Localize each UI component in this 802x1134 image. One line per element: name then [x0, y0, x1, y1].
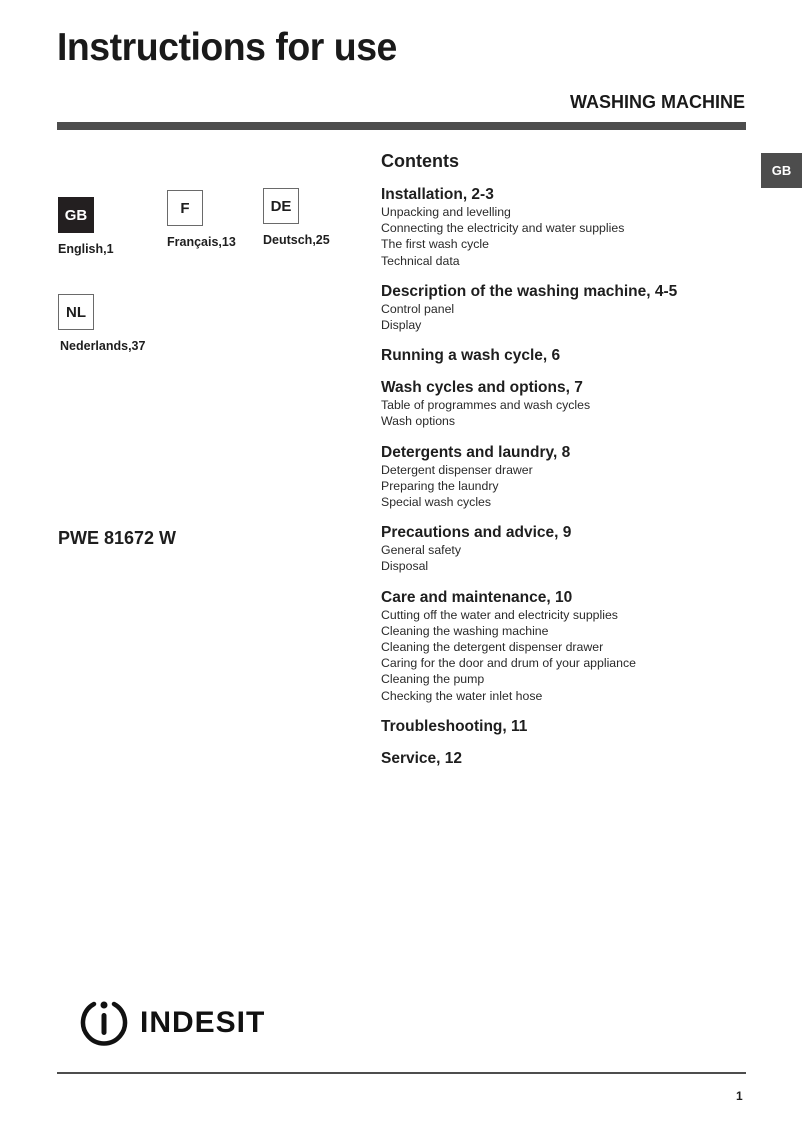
language-dutch[interactable]	[58, 294, 145, 353]
toc-section	[381, 524, 741, 574]
toc-subitem[interactable]: General safety	[381, 543, 461, 558]
toc-subitem[interactable]: Control panel	[381, 301, 455, 316]
language-code-badge: GB	[58, 197, 94, 233]
table-of-contents	[381, 151, 741, 782]
toc-section-heading[interactable]: Installation, 2-3	[381, 186, 494, 203]
language-code-badge: NL	[58, 294, 94, 330]
toc-subitem[interactable]: Unpacking and levelling	[381, 205, 511, 219]
toc-subitem[interactable]: Cleaning the pump	[381, 672, 485, 687]
toc-section-heading[interactable]: Wash cycles and options, 7	[381, 379, 583, 397]
language-label: English,1	[58, 242, 114, 256]
toc-subitem[interactable]: Connecting the electricity and water supplies	[381, 221, 625, 236]
language-french[interactable]	[167, 190, 236, 249]
toc-subitem[interactable]: Wash options	[381, 414, 456, 429]
product-type: WASHING MACHINE	[570, 92, 745, 112]
toc-subitem[interactable]: Cleaning the detergent dispenser drawer	[381, 640, 604, 655]
language-english[interactable]	[58, 197, 114, 256]
toc-subitem[interactable]: Caring for the door and drum of your appliance	[381, 656, 636, 671]
toc-subitem[interactable]: Preparing the laundry	[381, 478, 499, 493]
toc-subitem[interactable]: Display	[381, 318, 422, 333]
toc-section-heading[interactable]: Service, 12	[381, 749, 463, 767]
header-divider	[57, 122, 746, 130]
toc-section-heading[interactable]: Description of the washing machine, 4-5	[381, 282, 678, 300]
toc-subitem[interactable]: Cutting off the water and electricity supplies	[381, 607, 618, 622]
toc-section-heading[interactable]: Running a wash cycle, 6	[381, 347, 561, 365]
language-side-tab: GB	[761, 153, 802, 188]
model-number: PWE 81672 W	[58, 528, 177, 548]
brand-name: INDESIT	[140, 1006, 266, 1039]
toc-subitem[interactable]: Technical data	[381, 253, 460, 268]
page-number: 1	[736, 1089, 743, 1103]
contents-title: Contents	[381, 151, 459, 171]
toc-section	[381, 283, 741, 333]
toc-section	[381, 186, 741, 269]
language-label: Deutsch,25	[263, 233, 330, 247]
toc-section	[381, 347, 741, 365]
toc-subitem[interactable]: Cleaning the washing machine	[381, 623, 549, 638]
language-label: Nederlands,37	[60, 339, 146, 353]
footer-divider	[57, 1072, 746, 1074]
language-code-badge: F	[167, 190, 203, 226]
toc-subitem[interactable]: Checking the water inlet hose	[381, 688, 543, 703]
toc-section-heading[interactable]: Troubleshooting, 11	[381, 717, 528, 735]
toc-section-heading[interactable]: Care and maintenance, 10	[381, 588, 573, 606]
toc-section	[381, 750, 741, 768]
language-german[interactable]	[263, 188, 330, 247]
language-label: Français,13	[167, 235, 236, 249]
toc-subitem[interactable]: The first wash cycle	[381, 237, 489, 252]
toc-subitem[interactable]: Table of programmes and wash cycles	[381, 398, 591, 413]
toc-section	[381, 379, 741, 429]
document-title: Instructions for use	[57, 26, 397, 69]
toc-section	[381, 589, 741, 704]
toc-subitem[interactable]: Detergent dispenser drawer	[381, 462, 533, 477]
toc-section	[381, 444, 741, 511]
language-code-badge: DE	[263, 188, 299, 224]
toc-section	[381, 718, 741, 736]
toc-subitem[interactable]: Disposal	[381, 559, 429, 574]
toc-section-heading[interactable]: Detergents and laundry, 8	[381, 443, 571, 461]
brand-logo	[78, 998, 265, 1048]
toc-section-heading[interactable]: Precautions and advice, 9	[381, 524, 572, 542]
toc-subitem[interactable]: Special wash cycles	[381, 495, 492, 510]
info-circle-icon	[78, 998, 130, 1048]
